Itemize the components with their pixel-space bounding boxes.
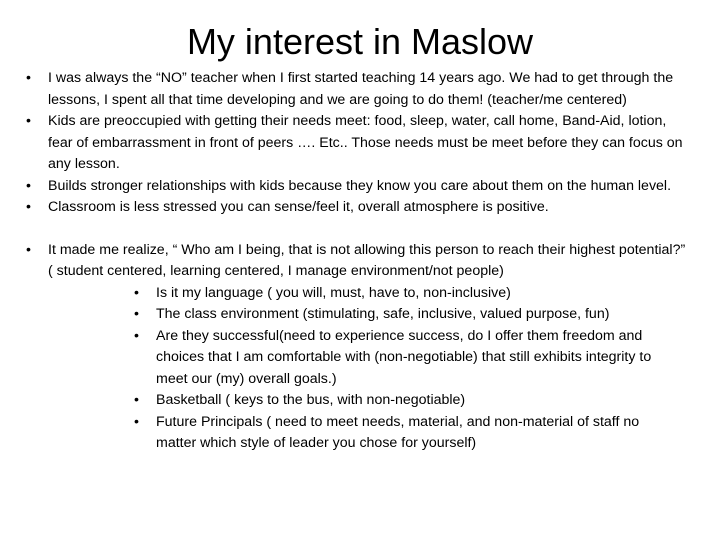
bullet-item: • I was always the “NO” teacher when I first started teaching 14 years ago. We had to get through the lessons, I spent all that time developing and we are going to do them! (teacher/me centered) xyxy=(24,68,692,111)
slide-title: My interest in Maslow xyxy=(186,21,534,62)
bullet-item: • It made me realize, “ Who am I being, that is not allowing this person to reach their highest potential?” ( student centered, learning centered, I manage environment/not people) xyxy=(24,240,692,283)
bullet-list-second xyxy=(24,240,692,283)
spacer xyxy=(24,219,692,240)
sub-bullet-item: • Basketball ( keys to the bus, with non-negotiable) xyxy=(132,390,682,412)
sub-bullet-item: • Future Principals ( need to meet needs, material, and non-material of staff no matter which style of leader you chose for yourself) xyxy=(132,412,682,455)
slide-body xyxy=(24,68,692,455)
bullet-item: • Classroom is less stressed you can sense/feel it, overall atmosphere is positive. xyxy=(24,197,692,219)
sub-bullet-list xyxy=(132,283,682,455)
sub-bullet-item: • Is it my language ( you will, must, have to, non-inclusive) xyxy=(132,283,682,305)
bullet-list xyxy=(24,68,692,219)
bullet-item: • Kids are preoccupied with getting their needs meet: food, sleep, water, call home, Band-Aid, lotion, fear of embarrassment in front of peers …. Etc.. Those needs must be meet before they can focus on any lesson. xyxy=(24,111,692,176)
bullet-item: • Builds stronger relationships with kids because they know you care about them on the human level. xyxy=(24,176,692,198)
sub-bullet-item: • Are they successful(need to experience success, do I offer them freedom and choices that I am comfortable with (non-negotiable) that still exhibits integrity to meet our (my) overall goals.) xyxy=(132,326,682,391)
sub-bullet-item: • The class environment (stimulating, safe, inclusive, valued purpose, fun) xyxy=(132,304,682,326)
